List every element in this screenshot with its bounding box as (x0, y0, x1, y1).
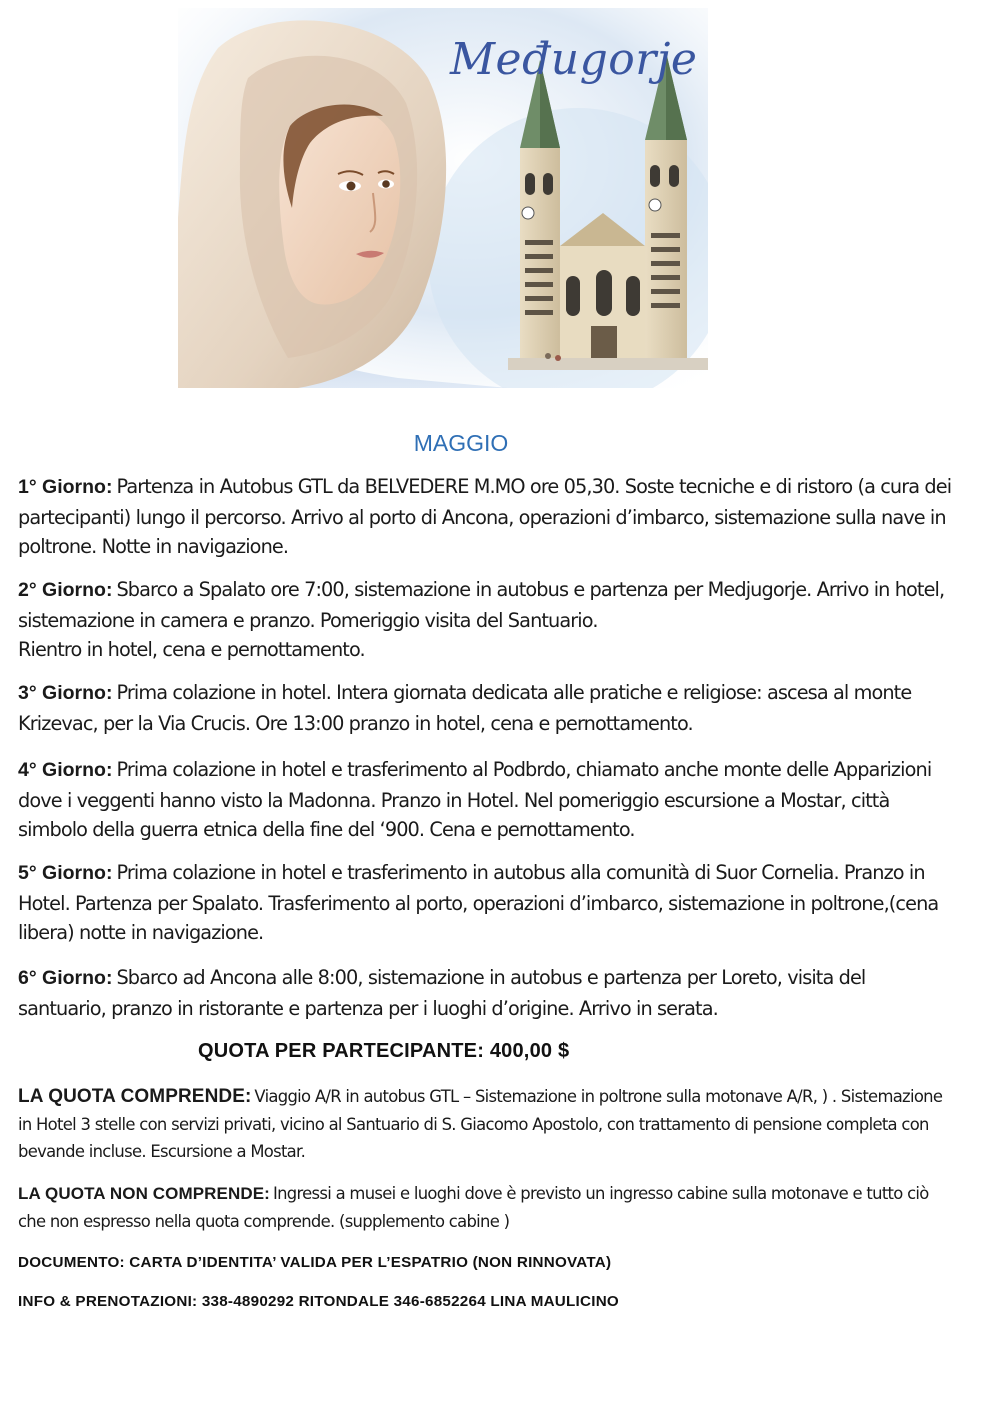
excludes-label: LA QUOTA NON COMPRENDE: (18, 1184, 270, 1203)
banner-title: Međugorje (450, 34, 698, 85)
day-description: Sbarco ad Ancona alle 8:00, sistemazione in autobus e partenza per Loreto, visita del santuario, pranzo in ristorante e partenza per i luoghi d’origine. Arrivo in serata. (18, 966, 866, 1020)
price-per-participant: QUOTA PER PARTECIPANTE: 400,00 $ (198, 1040, 570, 1062)
itinerary-day-5 (18, 858, 958, 948)
day-label: 5° Giorno: (18, 862, 113, 884)
day-label: 3° Giorno: (18, 682, 113, 704)
itinerary-day-3 (18, 678, 958, 738)
day-label: 4° Giorno: (18, 759, 113, 781)
quota-excludes (18, 1180, 958, 1235)
contact-notice: INFO & PRENOTAZIONI: 338-4890292 RITONDALE 346-6852264 LINA MAULICINO (18, 1293, 619, 1310)
day-description: Prima colazione in hotel. Intera giornata dedicata alle pratiche e religiose: ascesa al monte Krizevac, per la Via Crucis. Ore 13:00 pranzo in hotel, cena e pernottamento. (18, 681, 912, 735)
itinerary-day-1 (18, 472, 958, 562)
day-label: 1° Giorno: (18, 476, 113, 498)
day-description: Sbarco a Spalato ore 7:00, sistemazione in autobus e partenza per Medjugorje. Arrivo in hotel, sistemazione in camera e pranzo. Pomeriggio visita del Santuario. Rientro in hotel, cena e pernottamento. (18, 578, 945, 661)
document-notice: DOCUMENTO: CARTA D’IDENTITA’ VALIDA PER L’ESPATRIO (NON RINNOVATA) (18, 1254, 612, 1271)
day-description: Partenza in Autobus GTL da BELVEDERE M.MO ore 05,30. Soste tecniche e di ristoro (a cura dei partecipanti) lungo il percorso. Arrivo al porto di Ancona, operazioni d’imbarco, sistemazione sulla nave in poltrone. Notte in navigazione. (18, 475, 952, 558)
includes-label: LA QUOTA COMPRENDE: (18, 1086, 252, 1107)
month-heading: MAGGIO (413, 430, 509, 456)
itinerary-day-2 (18, 575, 958, 665)
day-label: 2° Giorno: (18, 579, 113, 601)
quota-includes (18, 1083, 958, 1166)
itinerary-day-4 (18, 755, 958, 845)
excludes-text: Ingressi a musei e luoghi dove è previsto un ingresso cabine sulla motonave e tutto ciò che non espresso nella quota comprende. (supplemento cabine ) (18, 1184, 929, 1231)
banner-illustration (178, 8, 708, 388)
day-label: 6° Giorno: (18, 967, 113, 989)
day-description: Prima colazione in hotel e trasferimento al Podbrdo, chiamato anche monte delle Apparizioni dove i veggenti hanno visto la Madonna. Pranzo in Hotel. Nel pomeriggio escursione a Mostar, città simbolo della guerra etnica della fine del ‘900. Cena e pernottamento. (18, 758, 932, 841)
day-description: Prima colazione in hotel e trasferimento in autobus alla comunità di Suor Cornelia. Pranzo in Hotel. Partenza per Spalato. Trasferimento al porto, operazioni d’imbarco, sistemazione in poltrone,(cena libera) notte in navigazione. (18, 861, 939, 944)
includes-text: Viaggio A/R in autobus GTL – Sistemazione in poltrone sulla motonave A/R, ) . Sistemazione in Hotel 3 stelle con servizi privati, vicino al Santuario di S. Giacomo Apostolo, con trattamento di pensione completa con bevande incluse. Escursione a Mostar. (18, 1087, 943, 1161)
itinerary-day-6 (18, 963, 958, 1023)
